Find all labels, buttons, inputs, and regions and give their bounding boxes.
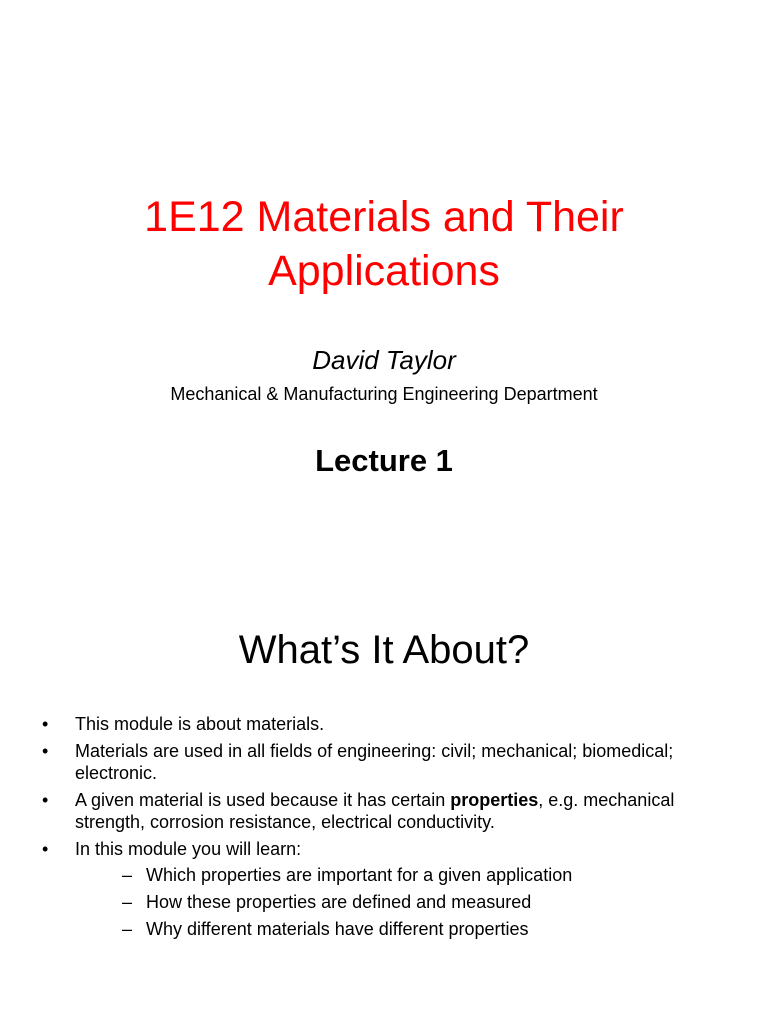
bullet-item — [38, 713, 738, 735]
department-name: Mechanical & Manufacturing Engineering Department — [170, 384, 598, 404]
sub-bullet-mark: – — [122, 892, 133, 912]
slide-title-line-2: Applications — [268, 247, 500, 295]
bullet-text: Materials are used in all fields of engineering: civil; mechanical; biomedical; electronic. — [75, 741, 674, 783]
sub-bullet-text: Why different materials have different properties — [146, 919, 529, 939]
sub-bullet-text: Which properties are important for a given application — [146, 865, 573, 885]
sub-bullet-list — [75, 864, 738, 940]
bullet-list — [38, 713, 738, 945]
bullet-item — [38, 740, 738, 784]
bullet-mark: • — [42, 790, 49, 810]
sub-bullet-text: How these properties are defined and measured — [146, 892, 532, 912]
slide-heading: What’s It About? — [238, 628, 530, 672]
bullet-text-pre: A given material is used because it has certain — [75, 790, 451, 810]
bullet-text-post: , e.g. mechanical strength, corrosion resistance, electrical conductivity. — [75, 790, 675, 832]
bullet-item — [38, 789, 738, 833]
slide-title — [0, 190, 768, 298]
lecture-label: Lecture 1 — [315, 443, 453, 478]
sub-bullet-mark: – — [122, 865, 133, 885]
author-name: David Taylor — [312, 345, 456, 375]
bullet-mark: • — [42, 741, 49, 761]
sub-bullet-item — [75, 864, 738, 886]
bullet-mark: • — [42, 714, 49, 734]
sub-bullet-mark: – — [122, 919, 133, 939]
content-slide — [0, 576, 768, 1024]
bullet-text: This module is about materials. — [75, 714, 325, 734]
bullet-text: In this module you will learn: — [75, 839, 302, 859]
sub-bullet-item — [75, 891, 738, 913]
bullet-text-bold: properties — [450, 790, 539, 810]
bullet-item — [38, 838, 738, 940]
slide-title-line-1: 1E12 Materials and Their — [144, 193, 624, 241]
bullet-mark: • — [42, 839, 49, 859]
sub-bullet-item — [75, 918, 738, 940]
